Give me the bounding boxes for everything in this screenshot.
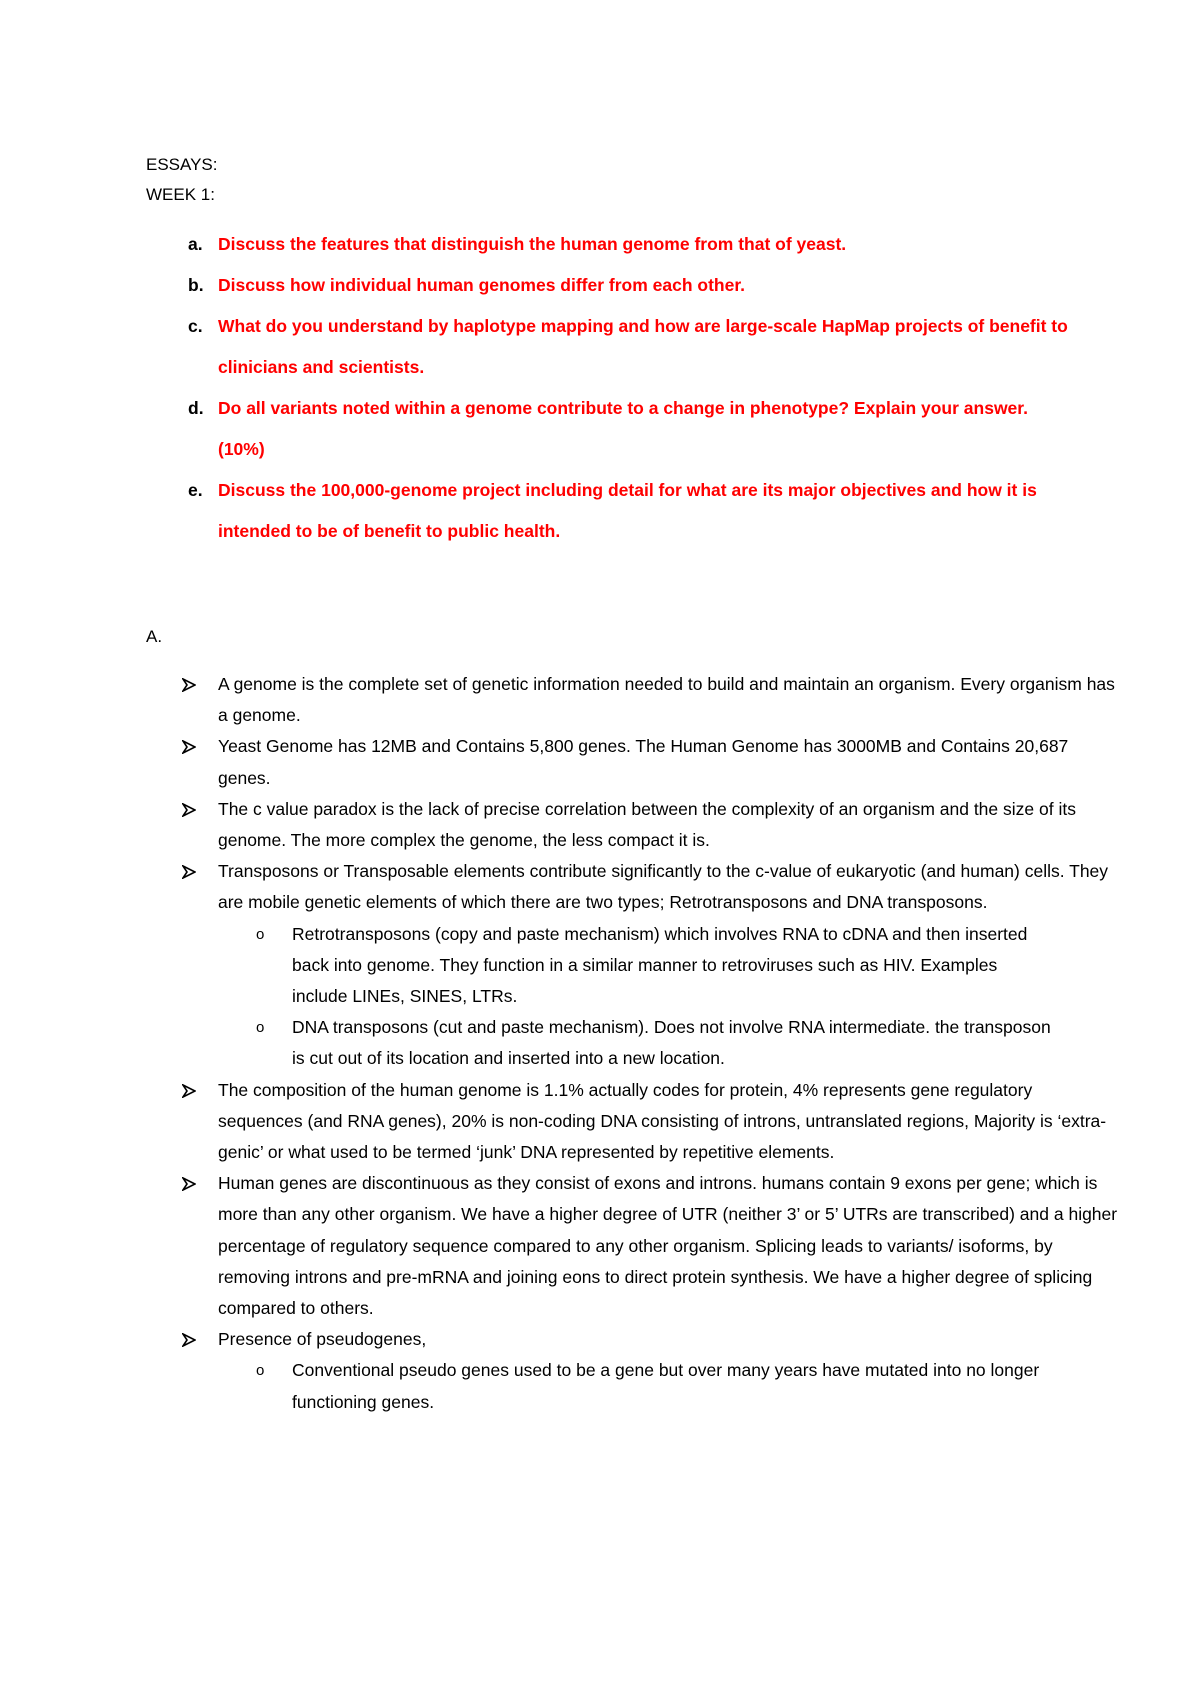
question-text: Do all variants noted within a genome contribute to a change in phenotype? Explain your answer. (10%): [218, 398, 1028, 459]
arrowhead-bullet-icon: [182, 1324, 202, 1355]
bullet-item: [146, 669, 1118, 731]
bullet-text: The composition of the human genome is 1.1% actually codes for protein, 4% represents gene regulatory sequences (and RNA genes), 20% is non-coding DNA consisting of introns, untranslated regions, Majority is ‘extra-genic’ or what used to be termed ‘junk’ DNA represented by repetitive elements.: [218, 1079, 1107, 1163]
question-list: [146, 224, 1076, 552]
sub-bullet-list: [218, 1355, 1118, 1417]
sub-bullet-list: [218, 919, 1118, 1075]
week-heading: WEEK 1:: [146, 185, 215, 204]
document-content: [146, 150, 1118, 1418]
arrowhead-bullet-icon: [182, 856, 202, 887]
bullet-item: [146, 731, 1118, 793]
sub-bullet-text: Retrotransposons (copy and paste mechanism) which involves RNA to cDNA and then inserted back into genome. They function in a similar manner to retroviruses such as HIV. Examples include LINEs, SINES, LTRs.: [292, 923, 1028, 1007]
bullet-text: Transposons or Transposable elements contribute significantly to the c-value of eukaryotic (and human) cells. They are mobile genetic elements of which there are two types; Retrotransposons and DNA transposons.: [218, 861, 1109, 913]
circle-bullet-icon: o: [256, 1362, 265, 1380]
bullet-item: [146, 1075, 1118, 1169]
sub-bullet-item: [146, 1355, 1052, 1417]
question-item: [146, 388, 1073, 470]
arrowhead-bullet-icon: [182, 669, 202, 700]
answer-bullet-list: [146, 669, 1118, 1418]
bullet-text: Presence of pseudogenes,: [218, 1329, 427, 1350]
sub-bullet-text: Conventional pseudo genes used to be a gene but over many years have mutated into no longer functioning genes.: [292, 1360, 1040, 1412]
bullet-text: Yeast Genome has 12MB and Contains 5,800 genes. The Human Genome has 3000MB and Contains 20,687 genes.: [218, 736, 1069, 788]
question-letter: e.: [188, 480, 203, 500]
arrowhead-bullet-icon: [182, 1075, 202, 1106]
sub-bullet-item: [146, 1012, 1052, 1074]
bullet-item: [146, 1324, 1118, 1418]
question-text: Discuss how individual human genomes differ from each other.: [218, 275, 746, 295]
question-item: [146, 265, 1076, 306]
sub-bullet-item: [146, 919, 1052, 1013]
question-text: Discuss the 100,000-genome project including detail for what are its major objectives and how it is intended to be of benefit to public health.: [218, 480, 1037, 541]
circle-bullet-icon: o: [256, 925, 265, 943]
question-item: [146, 224, 1076, 265]
arrowhead-bullet-icon: [182, 731, 202, 762]
arrowhead-bullet-icon: [182, 1168, 202, 1199]
bullet-text: The c value paradox is the lack of precise correlation between the complexity of an organism and the size of its genome. The more complex the genome, the less compact it is.: [218, 798, 1076, 851]
circle-bullet-icon: o: [256, 1019, 265, 1037]
question-letter: d.: [188, 398, 204, 418]
bullet-item: [146, 794, 1118, 856]
question-letter: a.: [188, 234, 203, 254]
bullet-item: [146, 856, 1118, 1074]
answer-section-label: A.: [146, 627, 163, 646]
question-letter: c.: [188, 316, 203, 336]
question-item: [146, 306, 1073, 388]
bullet-text: A genome is the complete set of genetic information needed to build and maintain an organism. Every organism has a genome.: [218, 674, 1115, 726]
sub-bullet-text: DNA transposons (cut and paste mechanism). Does not involve RNA intermediate. the transposon is cut out of its location and inserted into a new location.: [292, 1017, 1051, 1069]
question-item: [146, 470, 1073, 552]
question-text: Discuss the features that distinguish the human genome from that of yeast.: [218, 234, 847, 254]
bullet-item: [146, 1168, 1118, 1324]
question-text: What do you understand by haplotype mapping and how are large-scale HapMap projects of benefit to clinicians and scientists.: [218, 316, 1068, 377]
arrowhead-bullet-icon: [182, 794, 202, 825]
question-letter: b.: [188, 275, 204, 295]
bullet-text: Human genes are discontinuous as they consist of exons and introns. humans contain 9 exons per gene; which is more than any other organism. We have a higher degree of UTR (neither 3’ or 5’ UTRs are transcribed) and a higher percentage of regulatory sequence compared to any other organism. Splicing leads to variants/ isoforms, by removing introns and pre-mRNA and joining eons to direct protein synthesis. We have a higher degree of splicing compared to others.: [218, 1173, 1118, 1319]
essays-heading: ESSAYS:: [146, 155, 218, 174]
